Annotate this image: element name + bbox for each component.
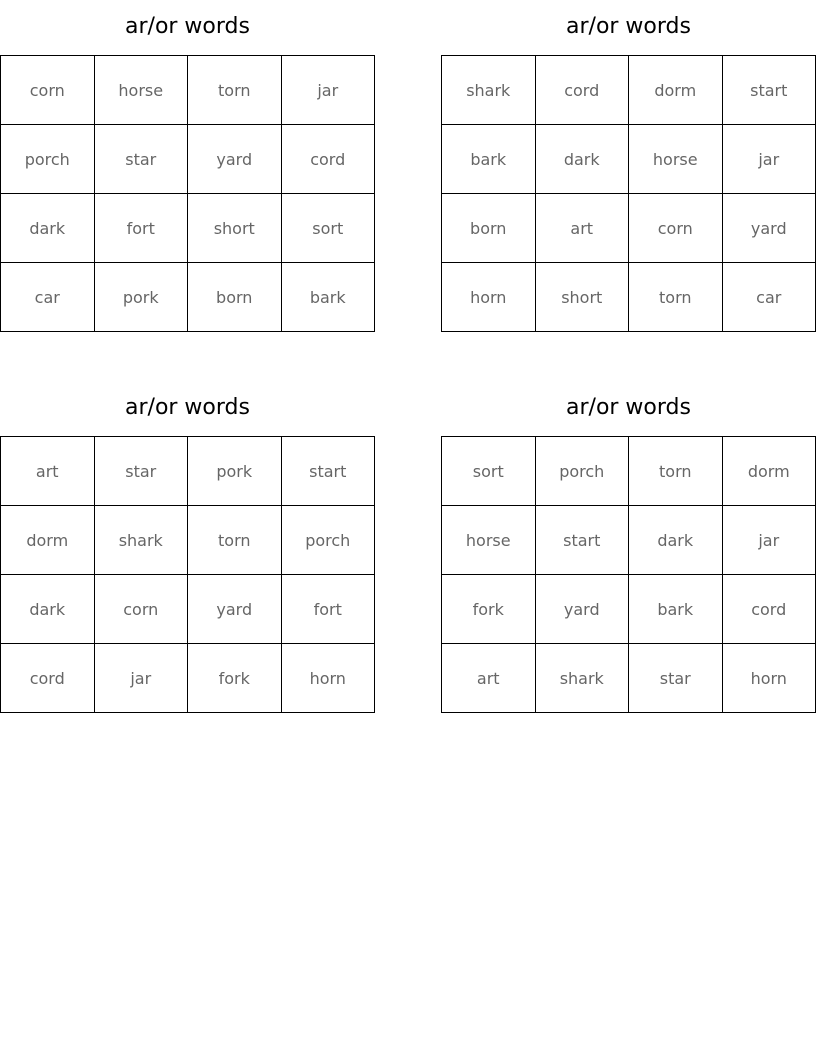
word-grid [441,436,816,713]
word-cell: yard [188,575,282,644]
word-cell: dark [535,125,629,194]
word-cell: sort [281,194,375,263]
bingo-card-3 [0,391,375,713]
word-cell: start [281,437,375,506]
word-cell: jar [94,644,188,713]
word-cell: shark [94,506,188,575]
word-cell: fort [281,575,375,644]
word-cell: cord [535,56,629,125]
grid-row [442,194,816,263]
word-cell: horse [629,125,723,194]
word-cell: corn [94,575,188,644]
grid-row [442,125,816,194]
word-cell: dorm [722,437,816,506]
card-title: ar/or words [125,14,250,39]
grid-row [442,437,816,506]
word-cell: jar [722,125,816,194]
word-cell: yard [535,575,629,644]
bingo-card-1 [0,10,375,332]
word-cell: car [722,263,816,332]
word-cell: shark [535,644,629,713]
word-cell: star [94,437,188,506]
word-cell: porch [1,125,95,194]
word-cell: art [442,644,536,713]
word-cell: dark [1,194,95,263]
grid-row [1,575,375,644]
grid-row [1,125,375,194]
word-cell: bark [281,263,375,332]
word-cell: horse [442,506,536,575]
word-cell: yard [722,194,816,263]
word-cell: dark [629,506,723,575]
grid-row [442,263,816,332]
word-cell: cord [722,575,816,644]
word-cell: bark [629,575,723,644]
grid-row [1,506,375,575]
word-cell: porch [535,437,629,506]
word-cell: jar [281,56,375,125]
grid-row [1,644,375,713]
word-grid [0,436,375,713]
word-cell: torn [629,263,723,332]
word-cell: horse [94,56,188,125]
word-cell: torn [629,437,723,506]
word-cell: pork [188,437,282,506]
word-cell: short [535,263,629,332]
bingo-card-4 [441,391,816,713]
word-cell: shark [442,56,536,125]
word-cell: yard [188,125,282,194]
word-cell: fork [442,575,536,644]
word-cell: start [535,506,629,575]
word-cell: porch [281,506,375,575]
word-cell: car [1,263,95,332]
card-title: ar/or words [566,14,691,39]
word-cell: pork [94,263,188,332]
word-grid [0,55,375,332]
word-cell: short [188,194,282,263]
word-cell: dark [1,575,95,644]
word-cell: horn [722,644,816,713]
bingo-card-2 [441,10,816,332]
grid-row [1,263,375,332]
grid-row [442,644,816,713]
word-cell: fort [94,194,188,263]
grid-row [442,506,816,575]
word-cell: cord [281,125,375,194]
card-title: ar/or words [125,395,250,420]
grid-row [442,575,816,644]
grid-row [1,56,375,125]
word-cell: dorm [1,506,95,575]
word-cell: born [188,263,282,332]
word-cell: jar [722,506,816,575]
word-cell: start [722,56,816,125]
word-cell: horn [281,644,375,713]
word-cell: cord [1,644,95,713]
word-cell: born [442,194,536,263]
word-cell: sort [442,437,536,506]
word-cell: torn [188,506,282,575]
word-cell: dorm [629,56,723,125]
grid-row [1,194,375,263]
grid-row [442,56,816,125]
word-cell: art [535,194,629,263]
card-title: ar/or words [566,395,691,420]
word-cell: corn [629,194,723,263]
word-cell: star [94,125,188,194]
word-cell: star [629,644,723,713]
word-cell: corn [1,56,95,125]
word-cell: fork [188,644,282,713]
word-cell: bark [442,125,536,194]
word-grid [441,55,816,332]
word-cell: horn [442,263,536,332]
grid-row [1,437,375,506]
word-cell: art [1,437,95,506]
word-cell: torn [188,56,282,125]
